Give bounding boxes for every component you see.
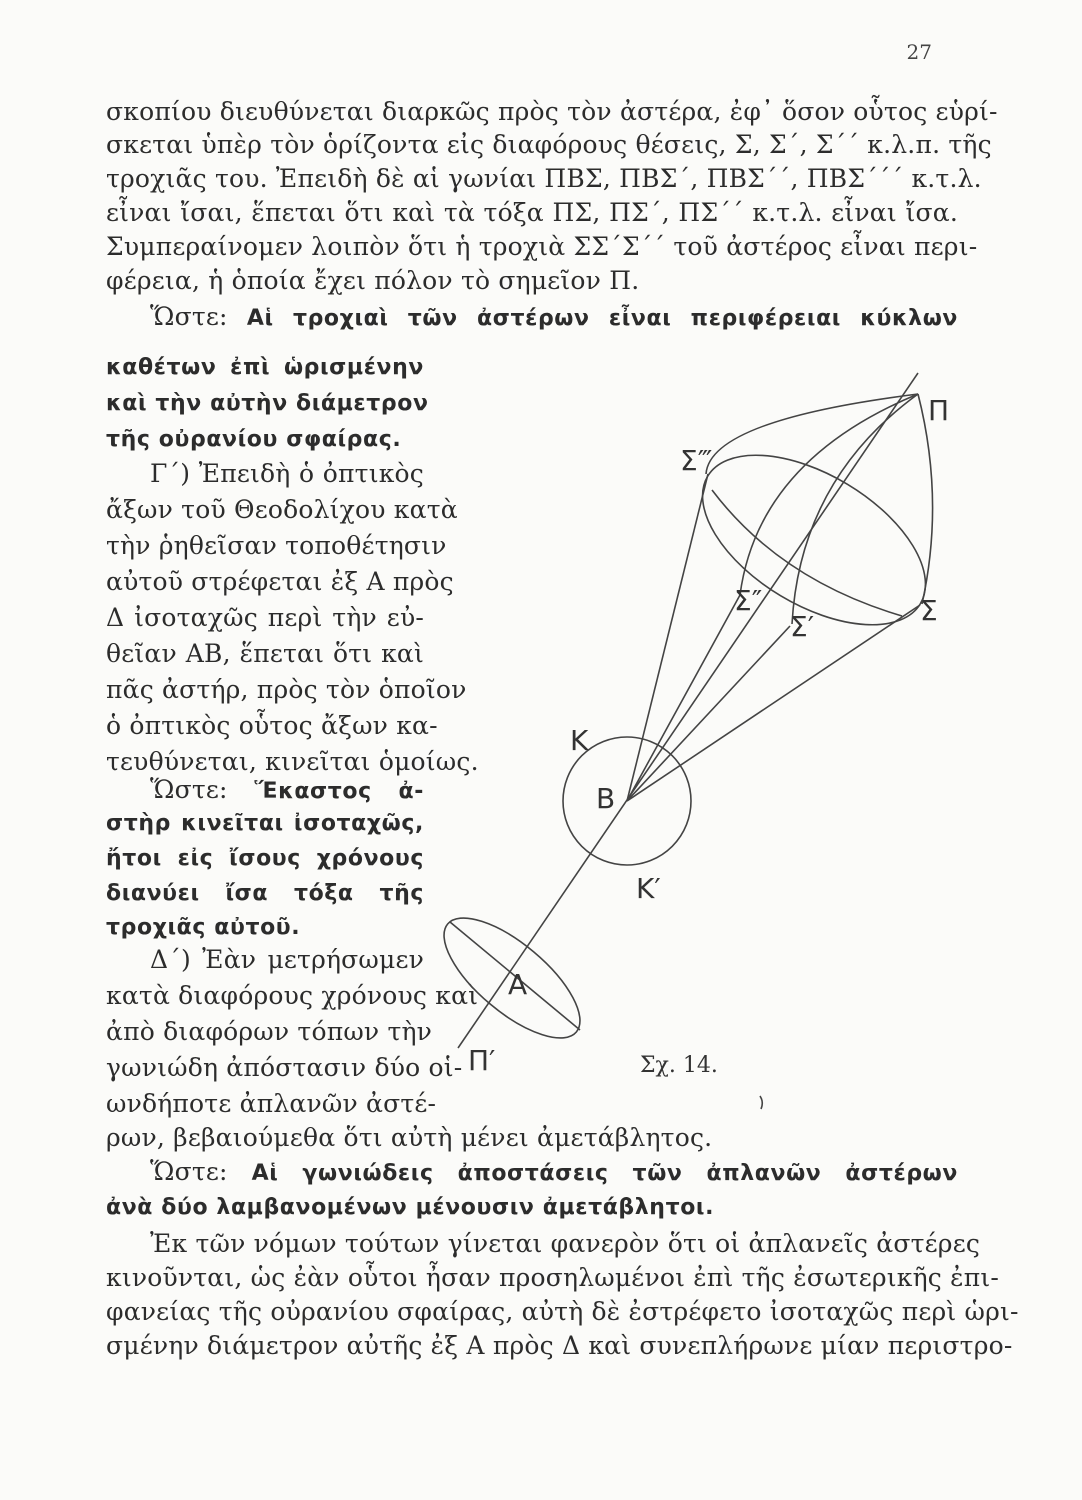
conclusion-bold-line: ἀνὰ δύο λαμβανομένων μένουσιν ἀμετάβλητοι. (106, 1195, 715, 1220)
text-line: κινοῦνται, ὡς ἐὰν οὗτοι ἦσαν προσηλωμένοι ἐπὶ τῆς ἐσωτερικῆς ἐπι- (106, 1263, 1000, 1292)
conclusion-bold: Αἱ τροχιαὶ τῶν ἀστέρων εἶναι περιφέρειαι κύκλων (246, 306, 958, 331)
text-line: τὴν ῥηθεῖσαν τοποθέτησιν (106, 531, 447, 560)
text-line: εἶναι ἴσαι, ἕπεται ὅτι καὶ τὰ τόξα ΠΣ, ΠΣ΄, ΠΣ΄΄ κ.τ.λ. εἶναι ἴσα. (106, 198, 958, 227)
text-line: τευθύνεται, κινεῖται ὁμοίως. (106, 747, 479, 776)
text-line: ὁ ὀπτικὸς οὗτος ἄξων κα- (106, 711, 438, 740)
label-sigma2: Σ″ (734, 584, 763, 617)
text-line: σκεται ὑπὲρ τὸν ὁρίζοντα εἰς διαφόρους θέσεις, Σ, Σ΄, Σ΄΄ κ.λ.π. τῆς (106, 130, 992, 159)
cone-line (627, 605, 920, 801)
figure-caption: Σχ. 14. (640, 1053, 718, 1078)
conclusion-bold-line: τῆς οὐρανίου σφαίρας. (106, 427, 402, 452)
meridian-arc (706, 394, 918, 474)
text-line: κατὰ διαφόρους χρόνους καὶ (106, 981, 479, 1010)
label-pi: Π (928, 394, 950, 427)
label-k: K (570, 724, 589, 757)
text-line: σμένην διάμετρον αὐτῆς ἐξ Α πρὸς Δ καὶ συνεπλήρωνε μίαν περιστρο- (106, 1331, 1013, 1360)
text-line: Ἐκ τῶν νόμων τούτων γίνεται φανερὸν ὅτι οἱ ἀπλανεῖς ἀστέρες (150, 1229, 981, 1258)
text-line: ρων, βεβαιούμεθα ὅτι αὐτὴ μένει ἀμετάβλητος. (106, 1123, 713, 1152)
text-line: θεῖαν ΑΒ, ἕπεται ὅτι καὶ (106, 639, 424, 668)
page-number: 27 (906, 40, 932, 64)
text-line: φέρεια, ἡ ὁποία ἔχει πόλον τὸ σημεῖον Π. (106, 266, 640, 295)
text-line: τροχιᾶς του. Ἐπειδὴ δὲ αἱ γωνίαι ΠΒΣ, ΠΒΣ΄, ΠΒΣ΄΄, ΠΒΣ΄΄΄ κ.τ.λ. (106, 164, 982, 193)
label-k-prime: K′ (636, 872, 661, 905)
conclusion-bold-line: τροχιᾶς αὐτοῦ. (106, 915, 301, 940)
text-line: ωνδήποτε ἀπλανῶν ἀστέ- (106, 1089, 437, 1118)
conclusion-bold-line: καὶ τὴν αὐτὴν διάμετρον (106, 391, 429, 416)
text-line: Γ΄) Ἐπειδὴ ὁ ὀπτικὸς (150, 459, 424, 488)
conclusion-bold-line: διανύει ἴσα τόξα τῆς (106, 881, 424, 906)
conclusion-prefix: Ὥστε: (150, 775, 228, 804)
label-pi-prime: Π′ (468, 1044, 496, 1077)
conclusion-prefix: Ὥστε: (150, 1157, 228, 1186)
text-line: ἄξων τοῦ Θεοδολίχου κατὰ (106, 495, 458, 524)
text-line: γωνιώδη ἀπόστασιν δύο οἱ- (106, 1053, 463, 1082)
conclusion-bold: Ἕκαστος ἀ- (254, 779, 424, 804)
text-line: Συμπεραίνομεν λοιπὸν ὅτι ἡ τροχιὰ ΣΣ΄Σ΄΄ τοῦ ἀστέρος εἶναι περι- (106, 232, 978, 261)
text-line: φανείας τῆς οὐρανίου σφαίρας, αὐτὴ δὲ ἐστρέφετο ἰσοταχῶς περὶ ὡρι- (106, 1297, 1019, 1326)
label-a: A (508, 968, 528, 1001)
text-line: ἀπὸ διαφόρων τόπων τὴν (106, 1017, 433, 1046)
conclusion-bold-line: καθέτων ἐπὶ ὡρισμένην (106, 355, 424, 380)
meridian-arc (792, 394, 918, 624)
conclusion-prefix: Ὥστε: (150, 302, 228, 331)
text-line: αὐτοῦ στρέφεται ἐξ Α πρὸς (106, 567, 454, 596)
text-line: σκοπίου διευθύνεται διαρκῶς πρὸς τὸν ἀστέρα, ἐφ᾽ ὅσον οὗτος εὑρί- (106, 97, 998, 126)
label-sigma: Σ (920, 594, 938, 627)
conclusion-bold: Αἱ γωνιώδεις ἀποστάσεις τῶν ἀπλανῶν ἀστέρων (251, 1161, 958, 1186)
label-sigma3: Σ‴ (680, 444, 713, 477)
text-line: Δ΄) Ἐὰν μετρήσωμεν (150, 945, 424, 974)
text-line: Δ ἰσοταχῶς περὶ τὴν εὐ- (106, 603, 424, 632)
conclusion-bold-line: ἤτοι εἰς ἴσους χρόνους (106, 846, 424, 871)
page-mark (760, 1096, 762, 1109)
text-line: πᾶς ἀστήρ, πρὸς τὸν ὁποῖον (106, 675, 467, 704)
label-sigma1: Σ′ (790, 610, 815, 643)
label-b: B (596, 782, 616, 815)
conclusion-bold-line: στὴρ κινεῖται ἰσοταχῶς, (106, 811, 424, 836)
